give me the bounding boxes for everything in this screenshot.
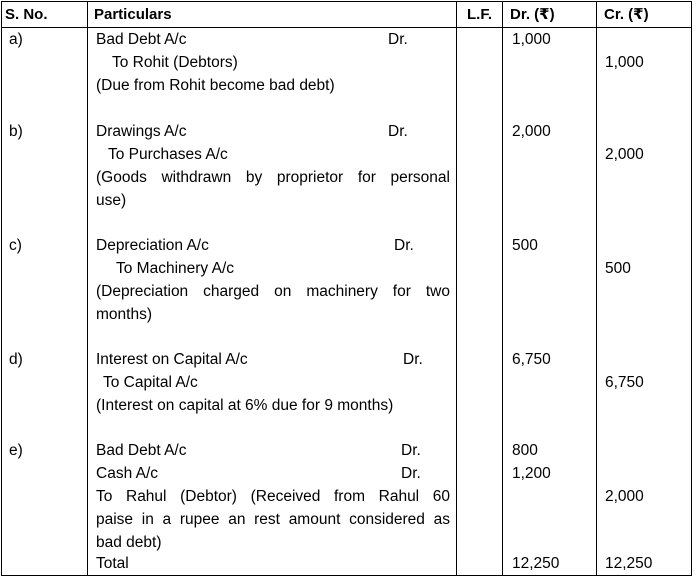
entry-d-cr-amount: 6,750 bbox=[605, 374, 644, 391]
entry-c-narration-line2: months) bbox=[96, 306, 152, 323]
entry-e-dr-amount-1: 800 bbox=[512, 442, 538, 459]
entry-c-debit-account: Depreciation A/c bbox=[96, 237, 209, 254]
header-sno: S. No. bbox=[2, 2, 88, 28]
entry-d-dr-tag: Dr. bbox=[403, 351, 423, 368]
entry-d-debit-account: Interest on Capital A/c bbox=[96, 351, 248, 368]
sno-d: d) bbox=[9, 351, 23, 368]
entry-e-credit-narration-line1: To Rahul (Debtor) (Received from Rahul 60 bbox=[96, 488, 450, 505]
header-dr: Dr. (₹) bbox=[503, 2, 597, 28]
total-cr-amount: 12,250 bbox=[605, 555, 653, 572]
sno-e: e) bbox=[9, 442, 23, 459]
entry-a-cr-amount: 1,000 bbox=[605, 54, 644, 71]
entry-e-debit-account-2: Cash A/c bbox=[96, 465, 159, 482]
dr-column bbox=[503, 28, 597, 576]
entry-c-cr-amount: 500 bbox=[605, 260, 631, 277]
sno-c: c) bbox=[9, 237, 22, 254]
entry-e-cr-amount: 2,000 bbox=[605, 488, 644, 505]
entry-e-dr-amount-2: 1,200 bbox=[512, 465, 551, 482]
entry-d-narration: (Interest on capital at 6% due for 9 months) bbox=[96, 397, 394, 414]
entry-b-narration-line2: use) bbox=[96, 192, 127, 209]
entry-a-narration: (Due from Rohit become bad debt) bbox=[96, 77, 335, 94]
total-dr-amount: 12,250 bbox=[512, 555, 560, 572]
entry-e-narration-line2: paise in a rupee an rest amount considered as bbox=[96, 511, 450, 528]
entry-b-debit-account: Drawings A/c bbox=[96, 123, 187, 140]
particulars-column bbox=[88, 28, 457, 576]
entry-b-narration-line1: (Goods withdrawn by proprietor for personal bbox=[96, 169, 450, 186]
entry-b-cr-amount: 2,000 bbox=[605, 146, 644, 163]
entry-c-narration-line1: (Depreciation charged on machinery for two bbox=[96, 283, 450, 300]
entry-b-dr-tag: Dr. bbox=[388, 123, 408, 140]
journal-table bbox=[1, 1, 692, 576]
entry-c-credit-account: To Machinery A/c bbox=[116, 260, 235, 277]
sno-b: b) bbox=[9, 123, 23, 140]
entry-a-credit-account: To Rohit (Debtors) bbox=[112, 54, 238, 71]
entry-c-dr-amount: 500 bbox=[512, 237, 538, 254]
entry-a-debit-account: Bad Debt A/c bbox=[96, 31, 187, 48]
lf-column bbox=[457, 28, 503, 576]
sno-a: a) bbox=[9, 31, 23, 48]
entry-b-credit-account: To Purchases A/c bbox=[108, 146, 228, 163]
header-lf: L.F. bbox=[457, 2, 503, 28]
header-particulars: Particulars bbox=[88, 2, 457, 28]
header-row bbox=[2, 2, 692, 28]
entry-e-dr-tag-1: Dr. bbox=[401, 442, 421, 459]
body-row bbox=[2, 28, 692, 576]
entry-e-dr-tag-2: Dr. bbox=[401, 465, 421, 482]
entry-c-dr-tag: Dr. bbox=[394, 237, 414, 254]
entry-b-dr-amount: 2,000 bbox=[512, 123, 551, 140]
entry-d-dr-amount: 6,750 bbox=[512, 351, 551, 368]
entry-a-dr-amount: 1,000 bbox=[512, 31, 551, 48]
sno-column bbox=[2, 28, 88, 576]
entry-e-debit-account-1: Bad Debt A/c bbox=[96, 442, 187, 459]
cr-column bbox=[597, 28, 692, 576]
entry-e-narration-line3: bad debt) bbox=[96, 534, 162, 551]
entry-d-credit-account: To Capital A/c bbox=[103, 374, 198, 391]
entry-a-dr-tag: Dr. bbox=[388, 31, 408, 48]
header-cr: Cr. (₹) bbox=[597, 2, 692, 28]
total-label: Total bbox=[96, 555, 129, 572]
